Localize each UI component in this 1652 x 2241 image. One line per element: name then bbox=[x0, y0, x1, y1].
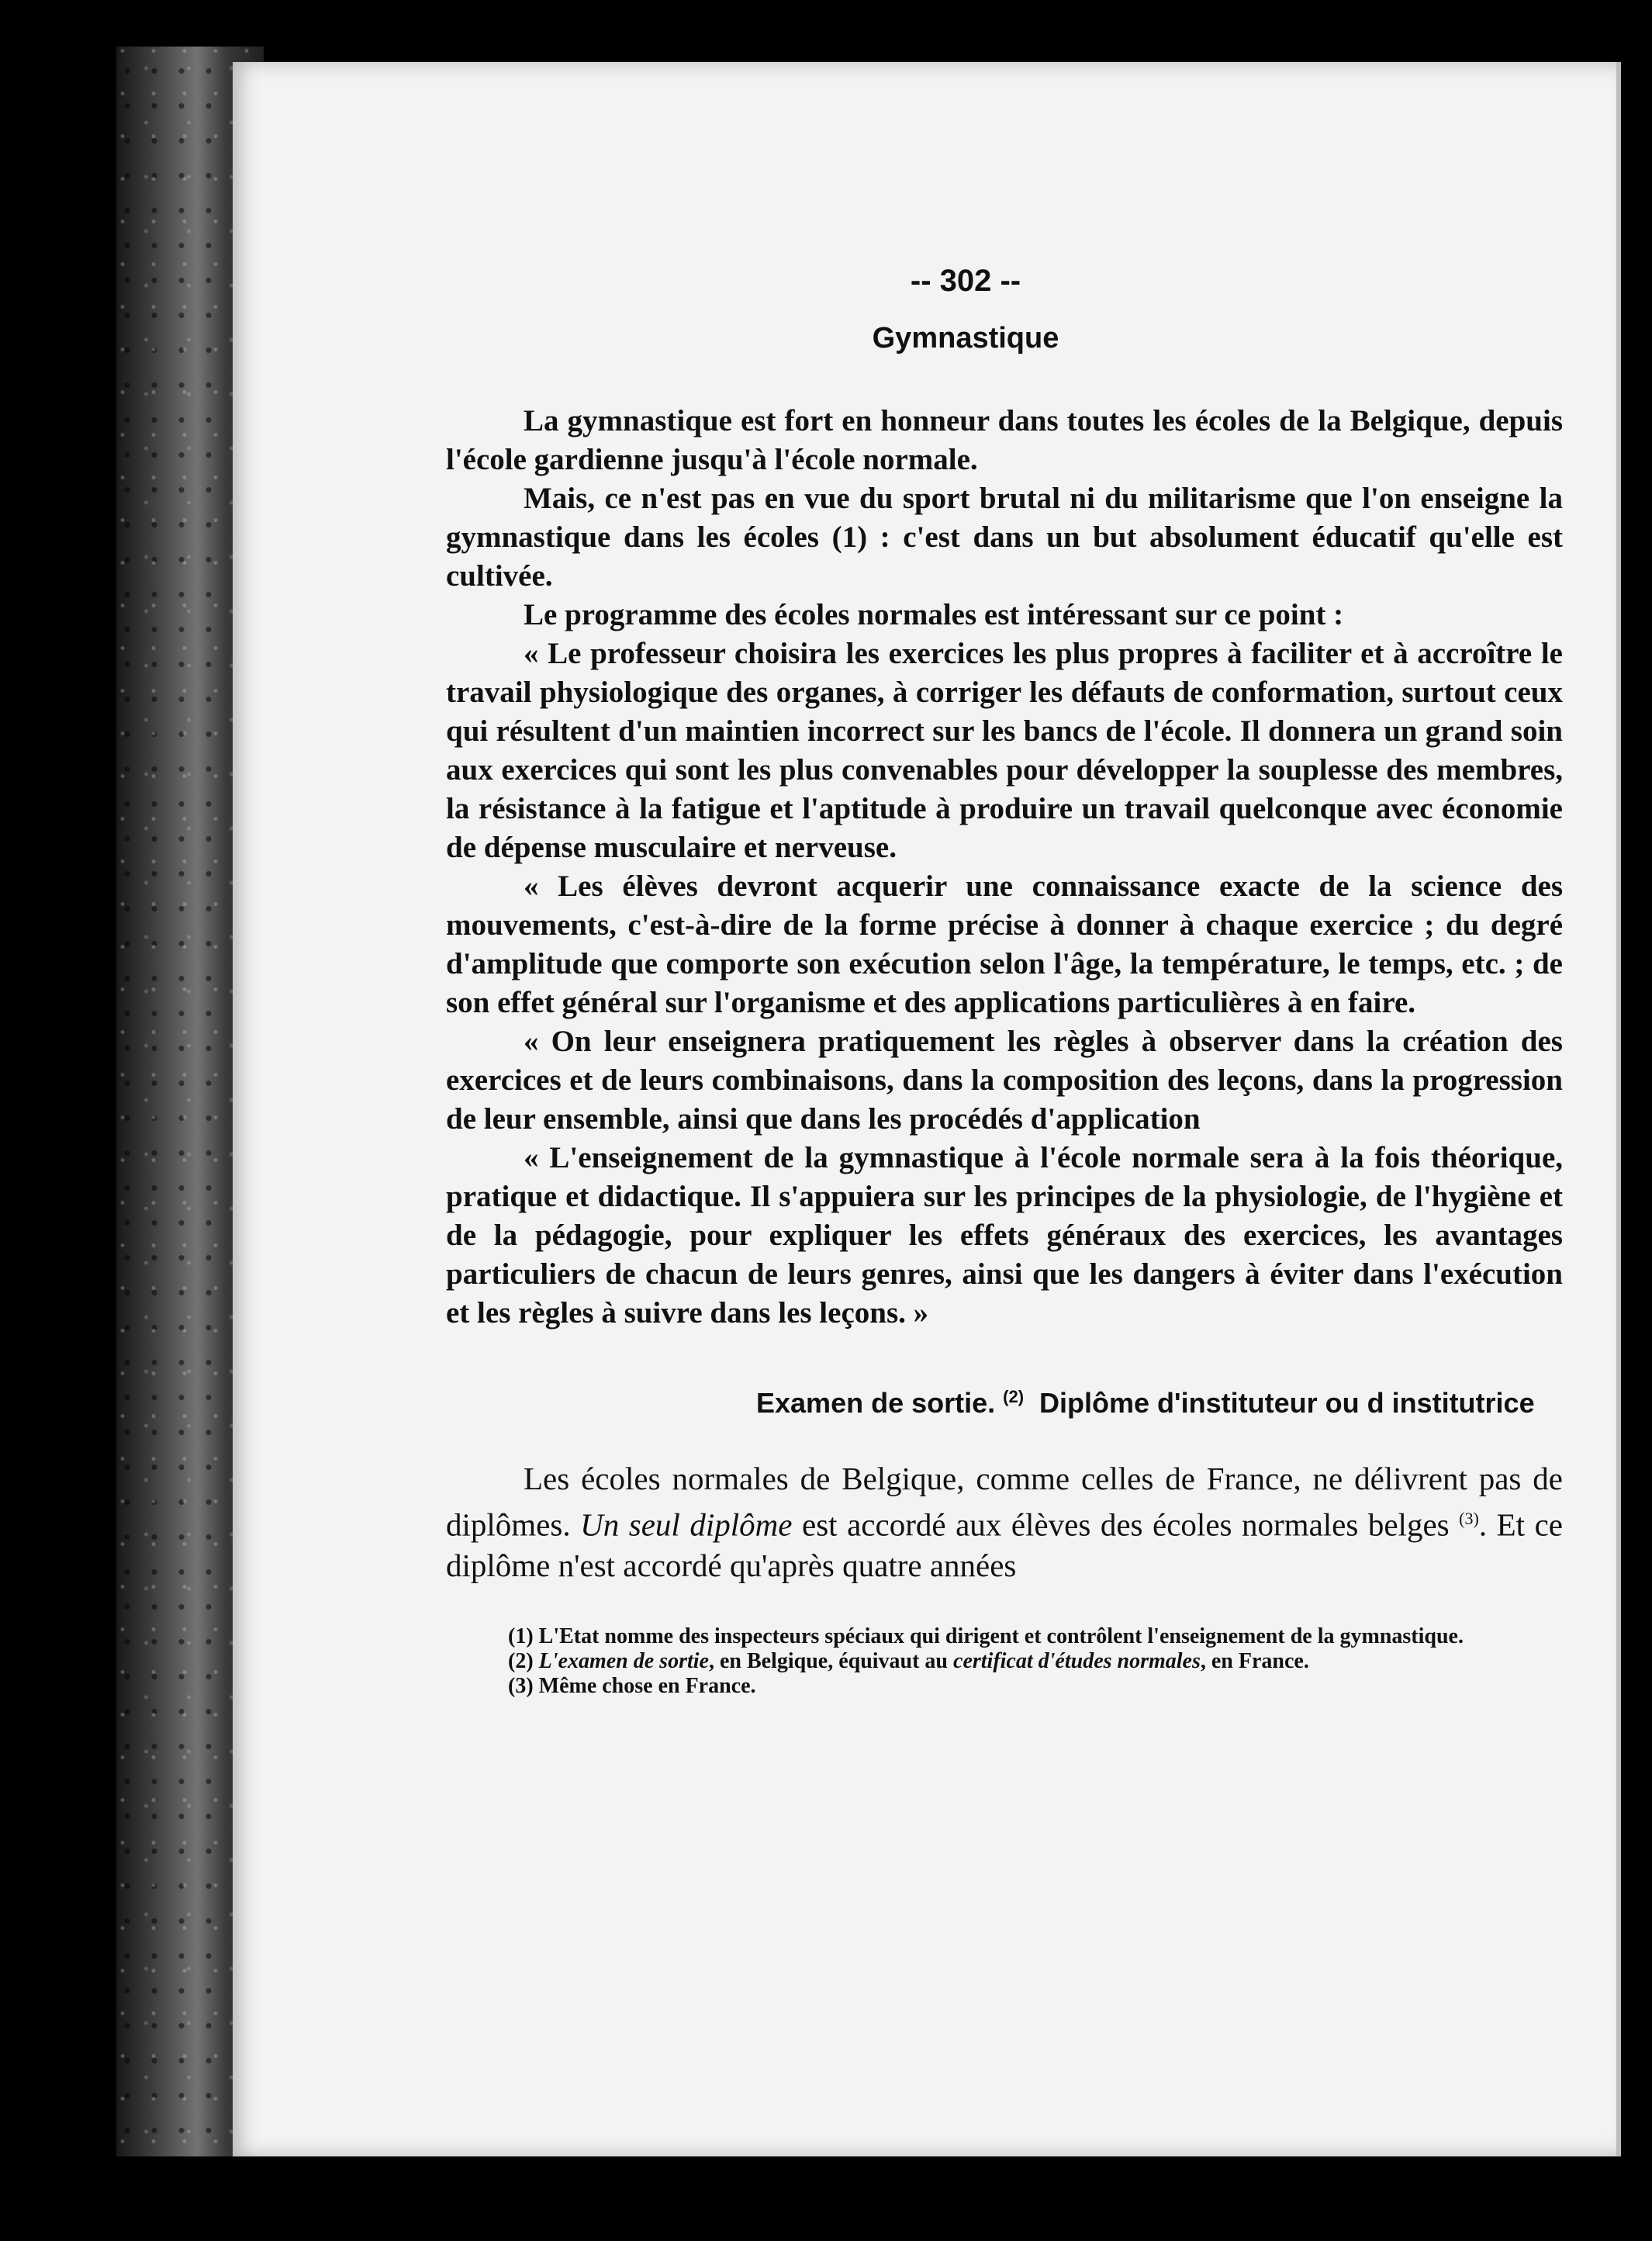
page-edge bbox=[1616, 62, 1621, 2156]
text-run: . Et ce diplôme n'est accordé qu'après quatre années bbox=[446, 1506, 1563, 1583]
footnote-3: (3) Même chose en France. bbox=[508, 1673, 756, 1698]
quoted-paragraph: « Les élèves devront acquerir une connaissance exacte de la science des mouvements, c'est-à-dire de la forme précise à donner à chaque exercice ; du degré d'amplitude que comporte son exécution selon l'âge, la température, le temps, etc. ; de son effet général sur l'organisme et des applications particulières à en faire. bbox=[446, 870, 1563, 1019]
paragraph: Le programme des écoles normales est intéressant sur ce point : bbox=[524, 598, 1344, 631]
gymnastique-section bbox=[446, 402, 1563, 1333]
footnote-marker: (3) bbox=[1459, 1509, 1479, 1528]
subheading-part2: Diplôme d'instituteur ou d institutrice bbox=[1039, 1387, 1535, 1419]
subheading bbox=[756, 1387, 1563, 1420]
paragraph: La gymnastique est fort en honneur dans toutes les écoles de la Belgique, depuis l'école gardienne jusqu'à l'école normale. bbox=[446, 404, 1563, 476]
footnotes bbox=[446, 1624, 1563, 1699]
italic-text-run: certificat d'études normales bbox=[953, 1648, 1201, 1673]
text-run: est accordé aux élèves des écoles normales belges bbox=[792, 1506, 1460, 1543]
quoted-paragraph: « Le professeur choisira les exercices les plus propres à faciliter et à accroître le travail physiologique des organes, à corriger les défauts de conformation, surtout ceux qui résultent d'un maintien incorrect sur les bancs de l'école. Il donnera un grand soin aux exercices qui sont les plus convenables pour développer la souplesse des membres, la résistance à la fatigue et l'aptitude à produire un travail quelconque avec économie de dépense musculaire et nerveuse. bbox=[446, 637, 1563, 864]
text-run: (2) bbox=[508, 1648, 539, 1673]
quoted-paragraph: « L'enseignement de la gymnastique à l'école normale sera à la fois théorique, pratique et didactique. Il s'appuiera sur les principes de la physiologie, de l'hygiène et de la pédagogie, pour expliquer les effets généraux des exercices, les avantages particuliers de chacun de leurs genres, ainsi que les dangers à éviter dans l'exécution et les règles à suivre dans les leçons. » bbox=[446, 1141, 1563, 1330]
page-content bbox=[446, 209, 1563, 1699]
italic-text-run: L'examen de sortie bbox=[538, 1648, 709, 1673]
paragraph: Mais, ce n'est pas en vue du sport brutal ni du militarisme que l'on enseigne la gymnastique dans les écoles (1) : c'est dans un but absolument éducatif qu'elle est cultivée. bbox=[446, 482, 1563, 593]
italic-text-run: Un seul diplôme bbox=[580, 1506, 793, 1543]
section-title: Gymnastique bbox=[872, 322, 1059, 354]
text-run: , en Belgique, équivaut au bbox=[708, 1648, 954, 1673]
text-run: Les écoles normales de Belgique, comme celles de France, ne délivrent pas de diplômes. bbox=[446, 1461, 1563, 1543]
examen-section bbox=[446, 1458, 1563, 1586]
footnote-2 bbox=[446, 1649, 1563, 1674]
footnote-marker: (2) bbox=[1003, 1387, 1025, 1406]
book-page bbox=[233, 62, 1621, 2156]
text-run: , en France. bbox=[1200, 1648, 1309, 1673]
quoted-paragraph: « On leur enseignera pratiquement les règles à observer dans la création des exercices et de leurs combinaisons, dans la composition des leçons, dans la progression de leur ensemble, ainsi que dans les procédés d'application bbox=[446, 1025, 1563, 1136]
page-number: -- 302 -- bbox=[910, 264, 1021, 298]
paragraph bbox=[446, 1458, 1563, 1586]
subheading-part1: Examen de sortie. bbox=[756, 1387, 996, 1419]
footnote-1: (1) L'Etat nomme des inspecteurs spéciaux qui dirigent et contrôlent l'enseignement de la gymnastique. bbox=[508, 1624, 1464, 1648]
